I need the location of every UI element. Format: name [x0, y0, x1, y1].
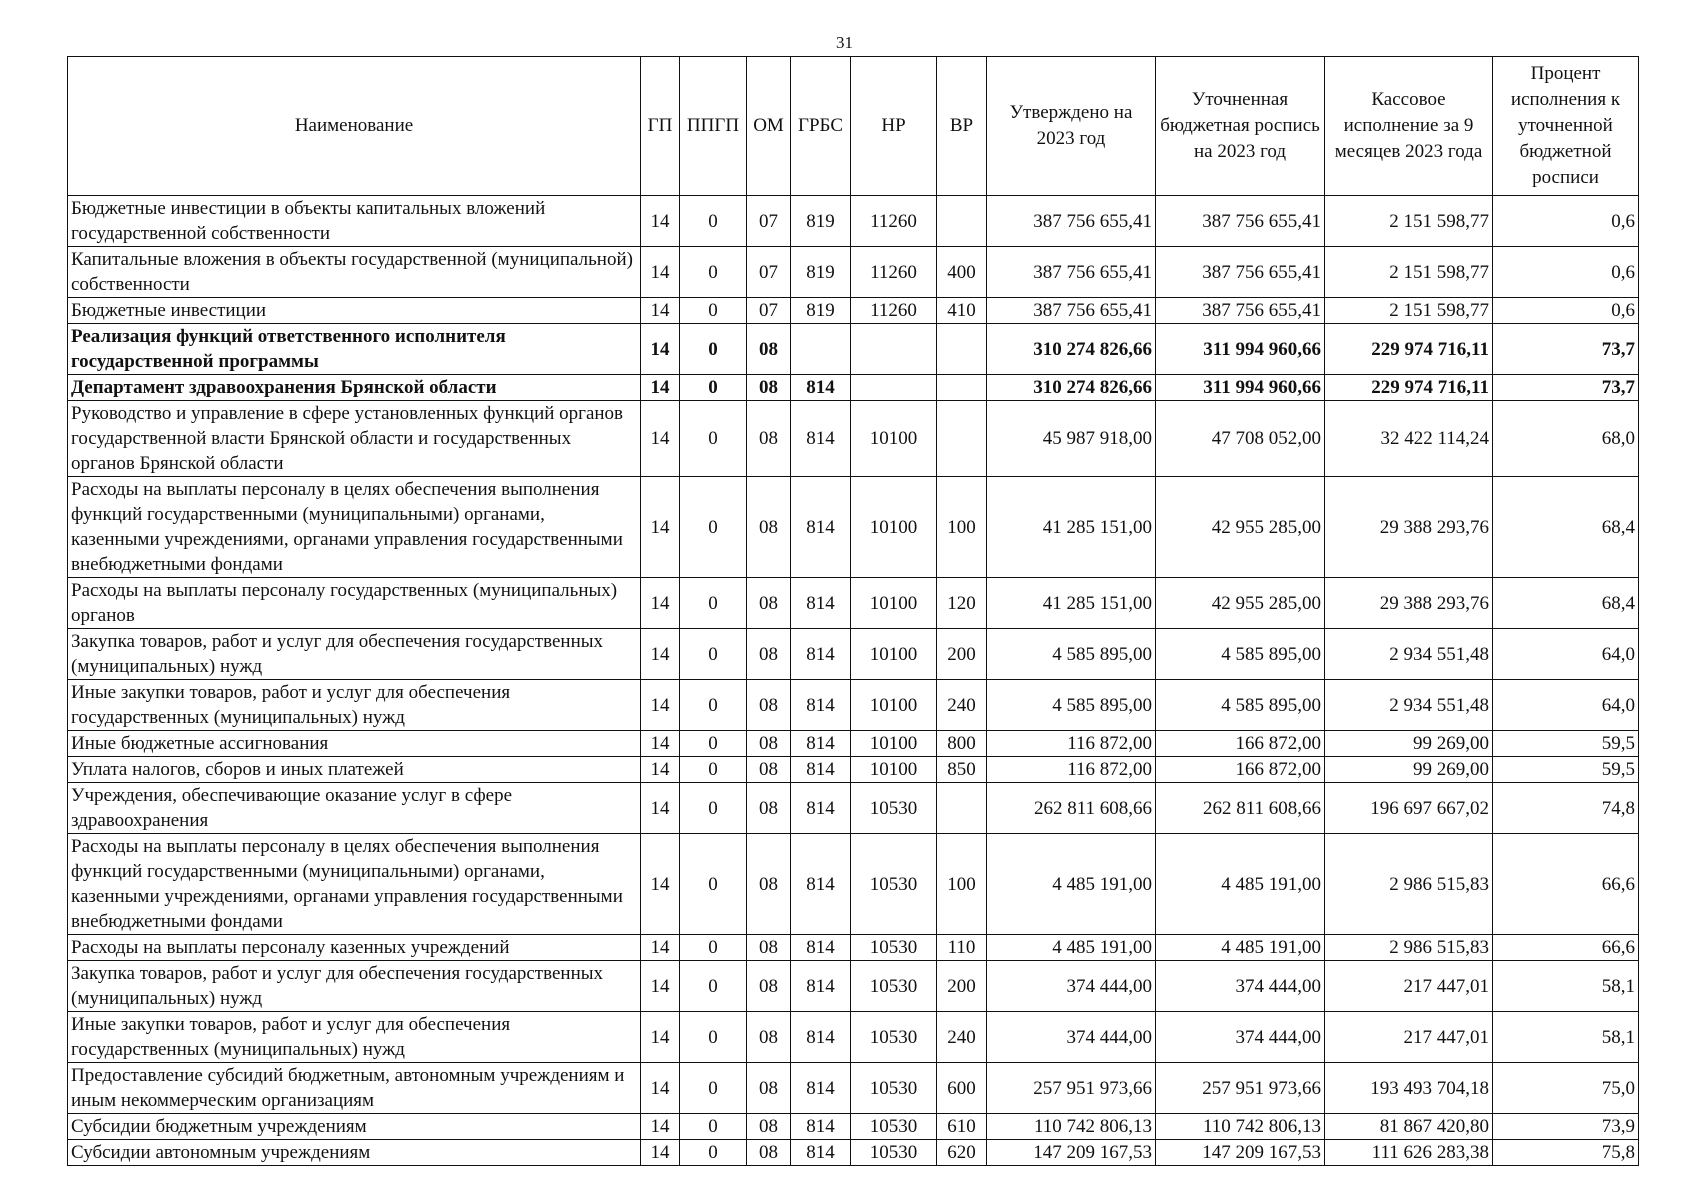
cell-cash: 99 269,00: [1325, 731, 1493, 757]
cell-vr: [937, 401, 987, 477]
cell-vr: 800: [937, 731, 987, 757]
cell-approved: 257 951 973,66: [987, 1063, 1156, 1114]
cell-name: Субсидии бюджетным учреждениям: [68, 1114, 641, 1140]
cell-om: 08: [747, 680, 791, 731]
cell-refined: 166 872,00: [1156, 757, 1325, 783]
cell-cash: 2 986 515,83: [1325, 834, 1493, 935]
cell-nr: 10530: [851, 1140, 937, 1166]
cell-vr: 400: [937, 247, 987, 298]
cell-percent: 74,8: [1493, 783, 1639, 834]
cell-approved: 387 756 655,41: [987, 247, 1156, 298]
cell-gp: 14: [641, 961, 680, 1012]
cell-vr: [937, 783, 987, 834]
cell-grbs: 814: [791, 757, 851, 783]
cell-cash: 81 867 420,80: [1325, 1114, 1493, 1140]
cell-grbs: 814: [791, 731, 851, 757]
cell-nr: 10100: [851, 578, 937, 629]
cell-grbs: 819: [791, 196, 851, 247]
cell-nr: [851, 375, 937, 401]
cell-om: 08: [747, 1012, 791, 1063]
cell-gp: 14: [641, 1063, 680, 1114]
cell-ppgp: 0: [680, 375, 747, 401]
table-row: [68, 324, 1639, 375]
cell-vr: [937, 196, 987, 247]
cell-gp: 14: [641, 1114, 680, 1140]
cell-approved: 4 585 895,00: [987, 629, 1156, 680]
cell-om: 08: [747, 757, 791, 783]
cell-percent: 68,0: [1493, 401, 1639, 477]
cell-ppgp: 0: [680, 1063, 747, 1114]
header-gp: ГП: [641, 57, 680, 196]
cell-ppgp: 0: [680, 783, 747, 834]
cell-nr: 10530: [851, 961, 937, 1012]
cell-ppgp: 0: [680, 1012, 747, 1063]
cell-nr: 10100: [851, 629, 937, 680]
header-ppgp: ППГП: [680, 57, 747, 196]
cell-cash: 2 151 598,77: [1325, 196, 1493, 247]
cell-gp: 14: [641, 680, 680, 731]
cell-approved: 387 756 655,41: [987, 298, 1156, 324]
cell-cash: 229 974 716,11: [1325, 324, 1493, 375]
table-row: [68, 680, 1639, 731]
cell-grbs: 814: [791, 1140, 851, 1166]
table-row: [68, 401, 1639, 477]
table-row: [68, 1114, 1639, 1140]
cell-grbs: 814: [791, 477, 851, 578]
cell-gp: 14: [641, 401, 680, 477]
cell-grbs: 819: [791, 298, 851, 324]
cell-refined: 4 585 895,00: [1156, 629, 1325, 680]
cell-nr: 11260: [851, 247, 937, 298]
cell-refined: 42 955 285,00: [1156, 578, 1325, 629]
cell-approved: 4 585 895,00: [987, 680, 1156, 731]
cell-vr: 110: [937, 935, 987, 961]
cell-percent: 68,4: [1493, 578, 1639, 629]
table-row: [68, 1063, 1639, 1114]
cell-percent: 66,6: [1493, 834, 1639, 935]
cell-ppgp: 0: [680, 629, 747, 680]
cell-cash: 217 447,01: [1325, 1012, 1493, 1063]
cell-nr: [851, 324, 937, 375]
cell-gp: 14: [641, 1140, 680, 1166]
cell-cash: 2 934 551,48: [1325, 629, 1493, 680]
cell-grbs: 814: [791, 680, 851, 731]
cell-refined: 42 955 285,00: [1156, 477, 1325, 578]
cell-approved: 41 285 151,00: [987, 578, 1156, 629]
cell-gp: 14: [641, 935, 680, 961]
cell-om: 08: [747, 401, 791, 477]
header-approved: Утверждено на 2023 год: [987, 57, 1156, 196]
cell-refined: 166 872,00: [1156, 731, 1325, 757]
cell-cash: 29 388 293,76: [1325, 578, 1493, 629]
cell-approved: 4 485 191,00: [987, 935, 1156, 961]
cell-vr: 240: [937, 680, 987, 731]
cell-gp: 14: [641, 578, 680, 629]
cell-cash: 2 934 551,48: [1325, 680, 1493, 731]
cell-gp: 14: [641, 324, 680, 375]
cell-om: 07: [747, 247, 791, 298]
cell-gp: 14: [641, 477, 680, 578]
cell-refined: 257 951 973,66: [1156, 1063, 1325, 1114]
cell-name: Иные бюджетные ассигнования: [68, 731, 641, 757]
cell-grbs: 814: [791, 1114, 851, 1140]
cell-nr: 10530: [851, 935, 937, 961]
cell-refined: 147 209 167,53: [1156, 1140, 1325, 1166]
table-body: [68, 196, 1639, 1166]
cell-gp: 14: [641, 298, 680, 324]
cell-percent: 75,0: [1493, 1063, 1639, 1114]
cell-name: Руководство и управление в сфере установленных функций органов государственной власти Брянской области и государственных органов Брянской области: [68, 401, 641, 477]
table-row: [68, 629, 1639, 680]
cell-om: 08: [747, 783, 791, 834]
table-row: [68, 783, 1639, 834]
cell-grbs: 814: [791, 1012, 851, 1063]
table-row: [68, 578, 1639, 629]
cell-vr: 240: [937, 1012, 987, 1063]
table-row: [68, 1140, 1639, 1166]
cell-cash: 111 626 283,38: [1325, 1140, 1493, 1166]
cell-refined: 311 994 960,66: [1156, 375, 1325, 401]
cell-name: Расходы на выплаты персоналу в целях обеспечения выполнения функций государственными (муниципальными) органами, казенными учреждениями, органами управления государственными внебюджетными фондами: [68, 477, 641, 578]
cell-vr: 120: [937, 578, 987, 629]
cell-refined: 387 756 655,41: [1156, 196, 1325, 247]
header-vr: ВР: [937, 57, 987, 196]
cell-cash: 229 974 716,11: [1325, 375, 1493, 401]
cell-grbs: [791, 324, 851, 375]
cell-refined: 374 444,00: [1156, 961, 1325, 1012]
table-row: [68, 477, 1639, 578]
cell-gp: 14: [641, 731, 680, 757]
cell-approved: 110 742 806,13: [987, 1114, 1156, 1140]
cell-grbs: 814: [791, 578, 851, 629]
cell-nr: 10530: [851, 1063, 937, 1114]
cell-name: Учреждения, обеспечивающие оказание услуг в сфере здравоохранения: [68, 783, 641, 834]
cell-om: 07: [747, 298, 791, 324]
cell-name: Расходы на выплаты персоналу государственных (муниципальных) органов: [68, 578, 641, 629]
header-cash: Кассовое исполнение за 9 месяцев 2023 года: [1325, 57, 1493, 196]
header-name: Наименование: [68, 57, 641, 196]
table-row: [68, 757, 1639, 783]
cell-grbs: 814: [791, 375, 851, 401]
cell-ppgp: 0: [680, 1114, 747, 1140]
cell-ppgp: 0: [680, 196, 747, 247]
cell-vr: 410: [937, 298, 987, 324]
cell-nr: 10100: [851, 680, 937, 731]
cell-ppgp: 0: [680, 324, 747, 375]
cell-percent: 64,0: [1493, 680, 1639, 731]
cell-approved: 374 444,00: [987, 961, 1156, 1012]
cell-cash: 29 388 293,76: [1325, 477, 1493, 578]
cell-cash: 217 447,01: [1325, 961, 1493, 1012]
cell-refined: 4 585 895,00: [1156, 680, 1325, 731]
cell-vr: 620: [937, 1140, 987, 1166]
header-om: ОМ: [747, 57, 791, 196]
table-row: [68, 375, 1639, 401]
cell-grbs: 814: [791, 961, 851, 1012]
cell-ppgp: 0: [680, 298, 747, 324]
cell-name: Субсидии автономным учреждениям: [68, 1140, 641, 1166]
cell-percent: 0,6: [1493, 196, 1639, 247]
cell-om: 08: [747, 375, 791, 401]
cell-nr: 11260: [851, 298, 937, 324]
cell-nr: 10530: [851, 1114, 937, 1140]
cell-gp: 14: [641, 834, 680, 935]
cell-om: 08: [747, 1114, 791, 1140]
cell-name: Капитальные вложения в объекты государственной (муниципальной) собственности: [68, 247, 641, 298]
cell-om: 08: [747, 1140, 791, 1166]
cell-name: Реализация функций ответственного исполнителя государственной программы: [68, 324, 641, 375]
cell-percent: 73,9: [1493, 1114, 1639, 1140]
cell-approved: 41 285 151,00: [987, 477, 1156, 578]
cell-approved: 116 872,00: [987, 731, 1156, 757]
cell-gp: 14: [641, 196, 680, 247]
table-row: [68, 1012, 1639, 1063]
cell-grbs: 814: [791, 1063, 851, 1114]
cell-gp: 14: [641, 783, 680, 834]
page-number: 31: [836, 33, 853, 52]
cell-ppgp: 0: [680, 247, 747, 298]
header-grbs: ГРБС: [791, 57, 851, 196]
cell-refined: 4 485 191,00: [1156, 834, 1325, 935]
cell-vr: 200: [937, 629, 987, 680]
cell-percent: 64,0: [1493, 629, 1639, 680]
cell-percent: 0,6: [1493, 298, 1639, 324]
cell-vr: 100: [937, 834, 987, 935]
cell-vr: 610: [937, 1114, 987, 1140]
table-row: [68, 731, 1639, 757]
cell-ppgp: 0: [680, 477, 747, 578]
cell-vr: 850: [937, 757, 987, 783]
cell-approved: 4 485 191,00: [987, 834, 1156, 935]
cell-percent: 73,7: [1493, 324, 1639, 375]
cell-name: Иные закупки товаров, работ и услуг для обеспечения государственных (муниципальных) нужд: [68, 1012, 641, 1063]
header-refined: Уточненная бюджетная роспись на 2023 год: [1156, 57, 1325, 196]
cell-approved: 147 209 167,53: [987, 1140, 1156, 1166]
table-row: [68, 834, 1639, 935]
header-row: [68, 57, 1639, 196]
cell-approved: 374 444,00: [987, 1012, 1156, 1063]
cell-name: Закупка товаров, работ и услуг для обеспечения государственных (муниципальных) нужд: [68, 961, 641, 1012]
cell-vr: 100: [937, 477, 987, 578]
budget-table: [67, 56, 1639, 1166]
cell-grbs: 814: [791, 783, 851, 834]
cell-name: Бюджетные инвестиции в объекты капитальных вложений государственной собственности: [68, 196, 641, 247]
cell-ppgp: 0: [680, 1140, 747, 1166]
cell-percent: 59,5: [1493, 731, 1639, 757]
cell-approved: 116 872,00: [987, 757, 1156, 783]
cell-vr: 200: [937, 961, 987, 1012]
cell-ppgp: 0: [680, 578, 747, 629]
cell-percent: 58,1: [1493, 961, 1639, 1012]
cell-percent: 59,5: [1493, 757, 1639, 783]
cell-percent: 75,8: [1493, 1140, 1639, 1166]
cell-refined: 374 444,00: [1156, 1012, 1325, 1063]
cell-grbs: 814: [791, 834, 851, 935]
cell-om: 08: [747, 578, 791, 629]
cell-cash: 2 151 598,77: [1325, 247, 1493, 298]
cell-approved: 262 811 608,66: [987, 783, 1156, 834]
cell-om: 08: [747, 477, 791, 578]
cell-refined: 4 485 191,00: [1156, 935, 1325, 961]
header-nr: НР: [851, 57, 937, 196]
cell-ppgp: 0: [680, 961, 747, 1012]
cell-percent: 58,1: [1493, 1012, 1639, 1063]
cell-gp: 14: [641, 1012, 680, 1063]
cell-om: 08: [747, 324, 791, 375]
cell-percent: 68,4: [1493, 477, 1639, 578]
cell-approved: 310 274 826,66: [987, 375, 1156, 401]
cell-nr: 10530: [851, 783, 937, 834]
table-row: [68, 935, 1639, 961]
cell-om: 08: [747, 961, 791, 1012]
cell-percent: 0,6: [1493, 247, 1639, 298]
cell-vr: 600: [937, 1063, 987, 1114]
cell-grbs: 814: [791, 935, 851, 961]
table-row: [68, 298, 1639, 324]
cell-name: Предоставление субсидий бюджетным, автономным учреждениям и иным некоммерческим организациям: [68, 1063, 641, 1114]
cell-gp: 14: [641, 247, 680, 298]
header-percent: Процент исполнения к уточненной бюджетной росписи: [1493, 57, 1639, 196]
cell-name: Расходы на выплаты персоналу в целях обеспечения выполнения функций государственными (муниципальными) органами, казенными учреждениями, органами управления государственными внебюджетными фондами: [68, 834, 641, 935]
cell-name: Департамент здравоохранения Брянской области: [68, 375, 641, 401]
cell-om: 08: [747, 731, 791, 757]
cell-ppgp: 0: [680, 680, 747, 731]
cell-refined: 47 708 052,00: [1156, 401, 1325, 477]
cell-vr: [937, 324, 987, 375]
cell-nr: 11260: [851, 196, 937, 247]
cell-nr: 10100: [851, 731, 937, 757]
cell-name: Расходы на выплаты персоналу казенных учреждений: [68, 935, 641, 961]
cell-nr: 10530: [851, 1012, 937, 1063]
cell-cash: 2 151 598,77: [1325, 298, 1493, 324]
cell-refined: 387 756 655,41: [1156, 298, 1325, 324]
cell-cash: 193 493 704,18: [1325, 1063, 1493, 1114]
cell-nr: 10100: [851, 401, 937, 477]
cell-vr: [937, 375, 987, 401]
cell-approved: 45 987 918,00: [987, 401, 1156, 477]
cell-gp: 14: [641, 757, 680, 783]
cell-ppgp: 0: [680, 731, 747, 757]
table-row: [68, 961, 1639, 1012]
cell-ppgp: 0: [680, 935, 747, 961]
cell-nr: 10100: [851, 477, 937, 578]
cell-ppgp: 0: [680, 401, 747, 477]
cell-cash: 196 697 667,02: [1325, 783, 1493, 834]
cell-grbs: 814: [791, 401, 851, 477]
cell-ppgp: 0: [680, 757, 747, 783]
cell-gp: 14: [641, 375, 680, 401]
cell-cash: 32 422 114,24: [1325, 401, 1493, 477]
cell-om: 08: [747, 935, 791, 961]
cell-cash: 2 986 515,83: [1325, 935, 1493, 961]
cell-om: 07: [747, 196, 791, 247]
cell-approved: 387 756 655,41: [987, 196, 1156, 247]
cell-refined: 110 742 806,13: [1156, 1114, 1325, 1140]
cell-refined: 311 994 960,66: [1156, 324, 1325, 375]
cell-refined: 262 811 608,66: [1156, 783, 1325, 834]
cell-cash: 99 269,00: [1325, 757, 1493, 783]
cell-percent: 73,7: [1493, 375, 1639, 401]
cell-refined: 387 756 655,41: [1156, 247, 1325, 298]
cell-nr: 10100: [851, 757, 937, 783]
cell-om: 08: [747, 834, 791, 935]
cell-om: 08: [747, 629, 791, 680]
cell-name: Закупка товаров, работ и услуг для обеспечения государственных (муниципальных) нужд: [68, 629, 641, 680]
cell-grbs: 814: [791, 629, 851, 680]
cell-gp: 14: [641, 629, 680, 680]
cell-name: Бюджетные инвестиции: [68, 298, 641, 324]
cell-nr: 10530: [851, 834, 937, 935]
cell-percent: 66,6: [1493, 935, 1639, 961]
cell-approved: 310 274 826,66: [987, 324, 1156, 375]
cell-om: 08: [747, 1063, 791, 1114]
cell-grbs: 819: [791, 247, 851, 298]
table-row: [68, 196, 1639, 247]
cell-ppgp: 0: [680, 834, 747, 935]
cell-name: Уплата налогов, сборов и иных платежей: [68, 757, 641, 783]
table-row: [68, 247, 1639, 298]
cell-name: Иные закупки товаров, работ и услуг для обеспечения государственных (муниципальных) нужд: [68, 680, 641, 731]
